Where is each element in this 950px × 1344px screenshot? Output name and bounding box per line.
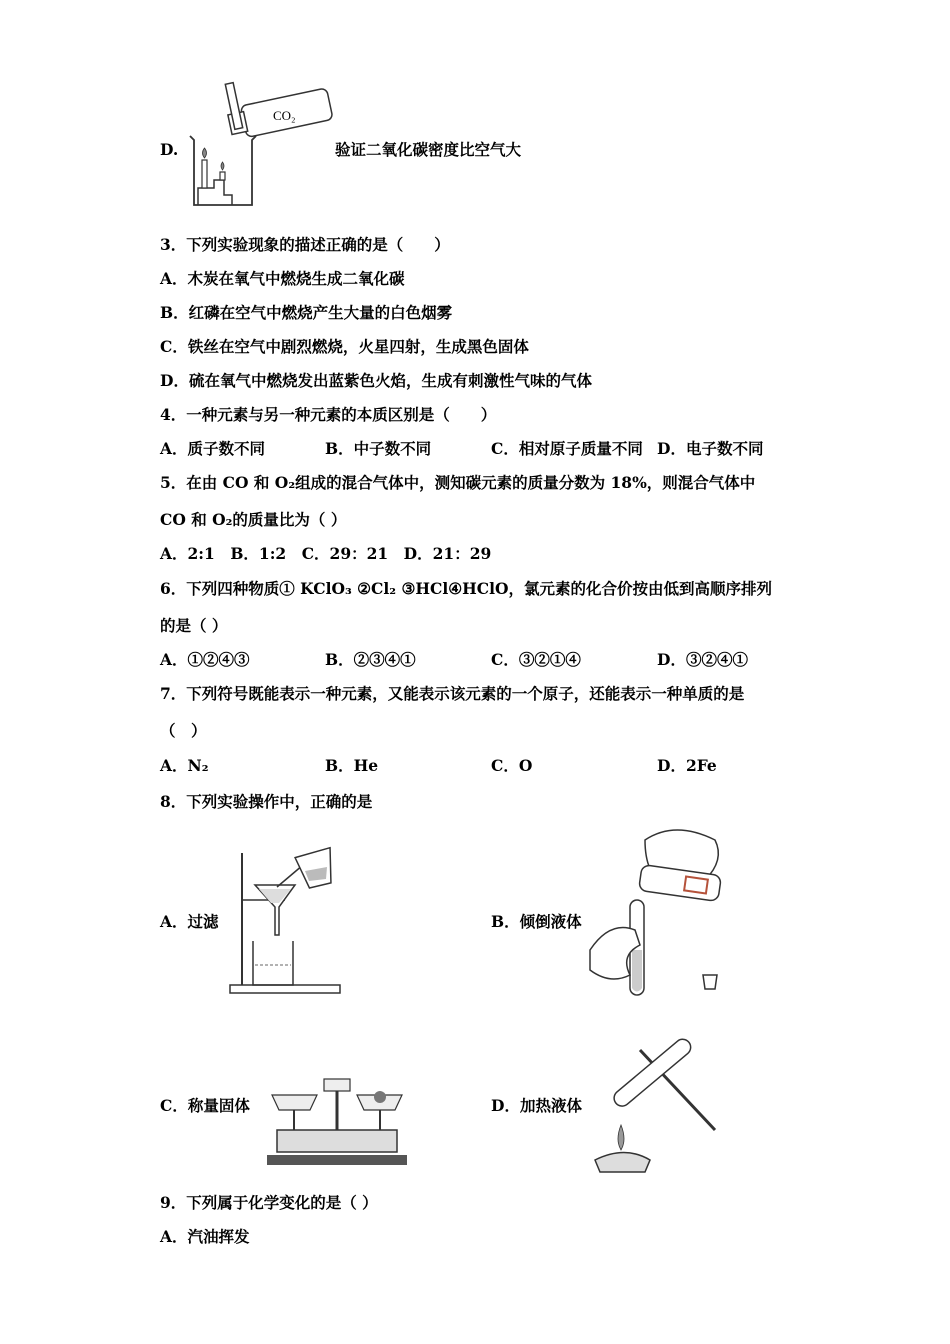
- q4-stem: 4．一种元素与另一种元素的本质区别是（ ）: [160, 405, 497, 424]
- q6-option-a: A．①②④③: [160, 650, 250, 669]
- q3-option-a: A．木炭在氧气中燃烧生成二氧化碳: [160, 269, 405, 288]
- q6-option-c: C．③②①④: [491, 650, 581, 669]
- pouring-liquid-figure: [585, 820, 735, 1000]
- co2-pouring-figure: [180, 80, 340, 210]
- q4-option-d: D．电子数不同: [657, 439, 764, 458]
- q3-option-d: D．硫在氧气中燃烧发出蓝紫色火焰，生成有刺激性气味的气体: [160, 371, 592, 390]
- filtration-figure: [225, 845, 345, 1000]
- q8-stem: 8．下列实验操作中，正确的是: [160, 792, 373, 811]
- q2-option-d-label: D.: [160, 140, 179, 159]
- weighing-solid-figure: [262, 1075, 412, 1170]
- q2-option-d-caption: 验证二氧化碳密度比空气大: [335, 140, 522, 159]
- q9-stem: 9．下列属于化学变化的是（ ）: [160, 1193, 378, 1212]
- q5-options: A．2:1 B．1:2 C．29：21 D．21：29: [160, 544, 492, 563]
- q5-stem-line2: CO 和 O₂的质量比为（ ）: [160, 510, 347, 529]
- heating-liquid-figure: [585, 1040, 725, 1175]
- q9-option-a: A．汽油挥发: [160, 1227, 250, 1246]
- q7-stem-line2: （ ）: [160, 721, 207, 740]
- q7-option-c: C．O: [491, 756, 533, 775]
- q7-option-d: D．2Fe: [657, 756, 717, 775]
- q5-stem-line1: 5．在由 CO 和 O₂组成的混合气体中，测知碳元素的质量分数为 18%，则混合气体中: [160, 473, 756, 492]
- co2-bottle-text: CO₂: [273, 108, 296, 123]
- q6-option-b: B．②③④①: [325, 650, 416, 669]
- q7-option-b: B．He: [325, 756, 379, 775]
- q4-option-a: A．质子数不同: [160, 439, 266, 458]
- q6-option-d: D．③②④①: [657, 650, 748, 669]
- q4-option-b: B．中子数不同: [325, 439, 432, 458]
- q3-option-b: B．红磷在空气中燃烧产生大量的白色烟雾: [160, 303, 453, 322]
- q7-option-a: A．N₂: [160, 756, 209, 775]
- q6-stem-line2: 的是（ ）: [160, 616, 228, 635]
- q8-option-b: B．倾倒液体: [491, 912, 582, 931]
- q4-option-c: C．相对原子质量不同: [491, 439, 643, 458]
- q3-stem: 3．下列实验现象的描述正确的是（ ）: [160, 235, 450, 254]
- q8-option-a: A．过滤: [160, 912, 219, 931]
- q3-option-c: C．铁丝在空气中剧烈燃烧，火星四射，生成黑色固体: [160, 337, 529, 356]
- q6-stem-line1: 6．下列四种物质① KClO₃ ②Cl₂ ③HCl④HClO，氯元素的化合价按由低到高顺序排列: [160, 579, 772, 598]
- q8-option-d: D．加热液体: [491, 1096, 582, 1115]
- q8-option-c: C．称量固体: [160, 1096, 250, 1115]
- q7-stem-line1: 7．下列符号既能表示一种元素，又能表示该元素的一个原子，还能表示一种单质的是: [160, 684, 745, 703]
